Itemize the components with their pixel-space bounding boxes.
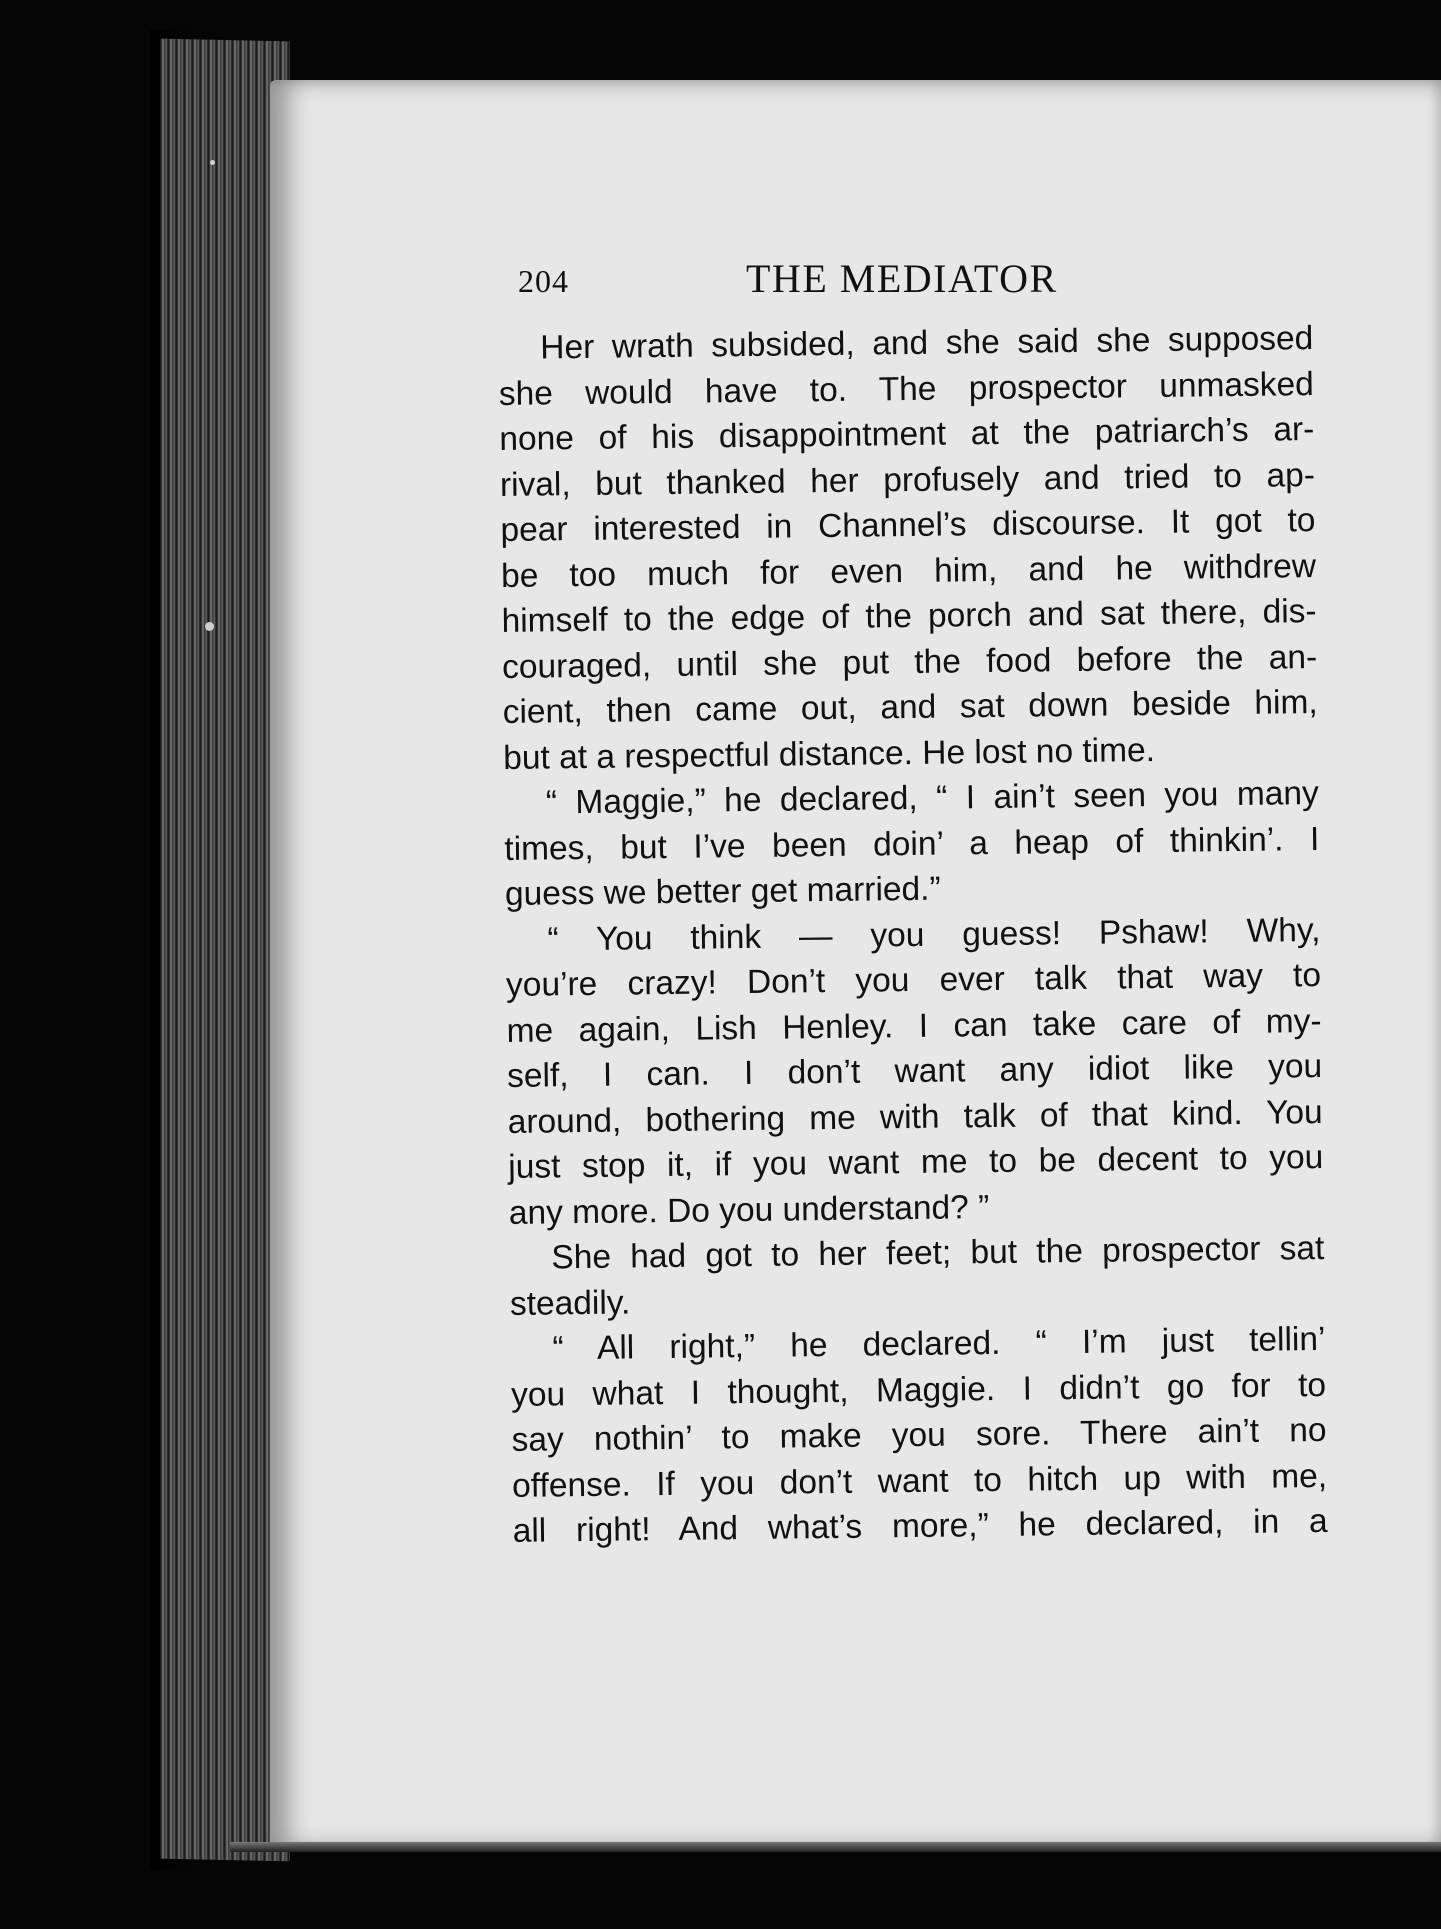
page-number: 204 bbox=[518, 263, 569, 299]
text-line: guess we better get married.” bbox=[504, 870, 941, 913]
text-line: you what I thought, Maggie. I didn’t go for to bbox=[510, 1366, 1327, 1414]
text-line: any more. Do you understand? ” bbox=[508, 1188, 990, 1232]
text-line: you’re crazy! Don’t you ever talk that way to bbox=[505, 956, 1322, 1004]
speck bbox=[210, 160, 215, 165]
bottom-page-edge bbox=[230, 1842, 1441, 1852]
text-line: she would have to. The prospector unmasked bbox=[498, 365, 1314, 413]
paragraph bbox=[510, 1317, 1328, 1554]
paragraph bbox=[509, 1226, 1325, 1327]
text-line: just stop it, if you want me to be decent to you bbox=[508, 1138, 1324, 1186]
text-line: me again, Lish Henley. I can take care of my- bbox=[506, 1002, 1322, 1050]
text-line: but at a respectful distance. He lost no time. bbox=[503, 731, 1156, 777]
paragraph bbox=[504, 771, 1321, 917]
text-line: “ Maggie,” he declared, “ I ain’t seen you many bbox=[545, 775, 1319, 822]
body-text bbox=[498, 316, 1328, 1554]
text-line: say nothin’ to make you sore. There ain’t no bbox=[511, 1411, 1327, 1459]
text-line: all right! And what’s more,” he declared, in a bbox=[512, 1502, 1328, 1550]
text-line: steadily. bbox=[509, 1283, 631, 1323]
text-line: She had got to her feet; but the prospector sat bbox=[551, 1229, 1325, 1277]
text-line: cient, then came out, and sat down beside him, bbox=[502, 684, 1318, 731]
text-line: couraged, until she put the food before the an- bbox=[501, 638, 1318, 686]
text-line: Her wrath subsided, and she said she supposed bbox=[540, 320, 1314, 367]
paragraph bbox=[498, 316, 1318, 781]
text-line: none of his disappointment at the patriarch’s ar- bbox=[499, 411, 1315, 458]
text-line: self, I can. I don’t want any idiot like you bbox=[506, 1047, 1323, 1095]
text-line: “ You think — you guess! Pshaw! Why, bbox=[547, 911, 1321, 958]
text-line: around, bothering me with talk of that kind. You bbox=[507, 1093, 1323, 1141]
paragraph bbox=[505, 907, 1324, 1235]
speck bbox=[205, 622, 214, 631]
text-line: rival, but thanked her profusely and tried to ap- bbox=[499, 456, 1316, 504]
running-title: THE MEDIATOR bbox=[746, 256, 1058, 301]
text-line: offense. If you don’t want to hitch up with me, bbox=[511, 1457, 1328, 1505]
text-line: “ All right,” he declared. “ I’m just tellin’ bbox=[552, 1320, 1326, 1368]
text-line: times, but I’ve been doin’ a heap of thinkin’. I bbox=[504, 820, 1320, 868]
text-line: himself to the edge of the porch and sat there, dis- bbox=[501, 593, 1317, 640]
text-line: be too much for even him, and he withdrew bbox=[500, 547, 1317, 595]
text-line: pear interested in Channel’s discourse. It got to bbox=[500, 502, 1316, 549]
page-header bbox=[518, 255, 1098, 305]
